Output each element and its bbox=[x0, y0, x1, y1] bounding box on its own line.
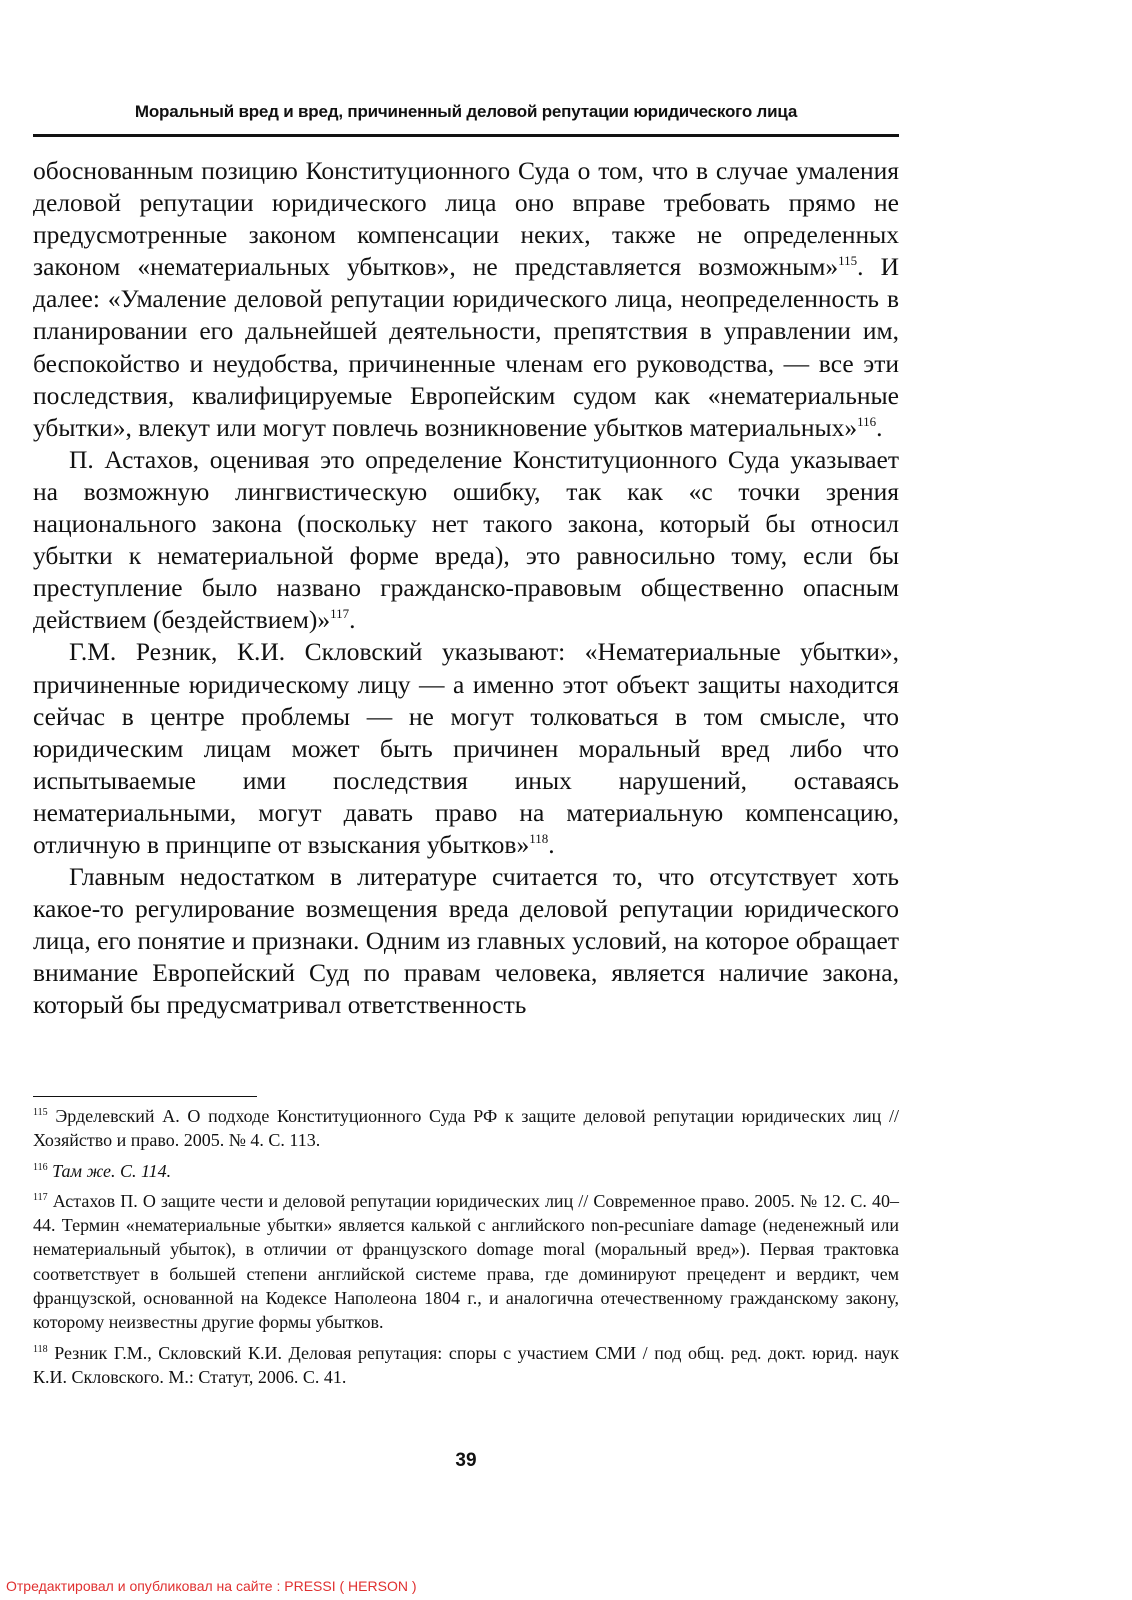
footnote-number: 117 bbox=[33, 1191, 48, 1203]
paragraph-text: . bbox=[876, 412, 883, 442]
publisher-watermark: Отредактировал и опубликовал на сайте : PRESSI ( HERSON ) bbox=[6, 1578, 417, 1594]
footnote-115 bbox=[33, 1104, 899, 1153]
footnote-number: 116 bbox=[33, 1161, 48, 1173]
footnote-118 bbox=[33, 1341, 899, 1390]
page-number: 39 bbox=[455, 1450, 477, 1471]
paragraph-text: Главным недостатком в литературе считается то, что отсутствует хоть какое-то регулирование возмещения вреда деловой репутации юридического лица, его понятие и признаки. Одним из главных условий, на которое обращает внимание Европейский Суд по правам человека, является наличие закона, который бы предусматривал ответственность bbox=[33, 862, 899, 1020]
paragraph-4 bbox=[33, 861, 899, 1021]
paragraph-text: Г.М. Резник, К.И. Скловский указывают: «Нематериальные убытки», причиненные юридическому лицу — а именно этот объект защиты находится сейчас в центре проблемы — не могут толковаться в том смысле, что юридическим лицам может быть причинен моральный вред либо что испытываемые ими последствия иных нарушений, оставаясь нематериальными, могут давать право на материальную компенсацию, отличную в принципе от взыскания убытков» bbox=[33, 637, 899, 859]
footnote-number: 118 bbox=[33, 1343, 48, 1355]
footnote-ref: 118 bbox=[529, 830, 549, 846]
footnote-text: Астахов П. О защите чести и деловой репутации юридических лиц // Современное право. 2005. № 12. С. 40–44. Термин «нематериальные убытки» является калькой с английского non-pecuniare damage (неденежный или нематериальный убыток), в отличии от французского domage moral (моральный вред»). Первая трактовка соответствует в большей степени английской системе права, где доминируют прецедент и вердикт, чем французской, основанной на Кодексе Наполеона 1804 г., и аналогична отечественному гражданскому закону, которому неизвестны другие формы убытков. bbox=[33, 1190, 899, 1333]
paragraph-3 bbox=[33, 636, 899, 861]
header-rule bbox=[33, 134, 899, 137]
footnote-text: Эрделевский А. О подходе Конституционного Суда РФ к защите деловой репутации юридических лиц // Хозяйство и право. 2005. № 4. С. 113. bbox=[33, 1106, 899, 1151]
paragraph-text: . bbox=[548, 829, 555, 859]
paragraph-text: П. Астахов, оценивая это определение Конституционного Суда указывает на возможную лингвистическую ошибку, так как «с точки зрения национального закона (поскольку нет такого закона, который бы относил убытки к нематериальной форме вреда), это равносильно тому, если бы преступление было названо гражданско-правовым общественно опасным действием (бездействием)» bbox=[33, 444, 899, 635]
running-head: Моральный вред и вред, причиненный деловой репутации юридического лица bbox=[134, 102, 798, 121]
paragraph-text: . bbox=[349, 605, 356, 635]
footnotes bbox=[33, 1104, 899, 1395]
footnote-rule bbox=[33, 1096, 257, 1097]
paragraph-text: обоснованным позицию Конституционного Суда о том, что в случае умаления деловой репутации юридического лица оно вправе требовать прямо не предусмотренные законом компенсации неких, также не определенных законом «нематериальных убытков», не представляется возможным» bbox=[33, 156, 899, 282]
footnote-ref: 117 bbox=[330, 606, 350, 622]
footnote-ref: 115 bbox=[838, 253, 858, 269]
footnote-ref: 116 bbox=[857, 413, 877, 429]
footnote-117 bbox=[33, 1189, 899, 1335]
footnote-number: 115 bbox=[33, 1107, 48, 1118]
footnote-text: Резник Г.М., Скловский К.И. Деловая репутация: споры с участием СМИ / под общ. ред. докт. юрид. наук К.И. Скловского. М.: Статут, 2006. С. 41. bbox=[33, 1342, 899, 1387]
paragraph-2 bbox=[33, 444, 899, 637]
main-text bbox=[33, 155, 899, 1022]
footnote-116 bbox=[33, 1159, 899, 1183]
paragraph-text: . И далее: «Умаление деловой репутации юридического лица, неопределенность в планировании его дальнейшей деятельности, препятствия в управлении им, беспокойство и неудобства, причиненные членам его руководства, — все эти последствия, квалифицируемые Европейским судом как «нематериальные убытки», влекут или могут повлечь возникновение убытков материальных» bbox=[33, 252, 900, 442]
footnote-text: Там же. С. 114. bbox=[52, 1160, 172, 1181]
paragraph-1 bbox=[33, 155, 899, 444]
